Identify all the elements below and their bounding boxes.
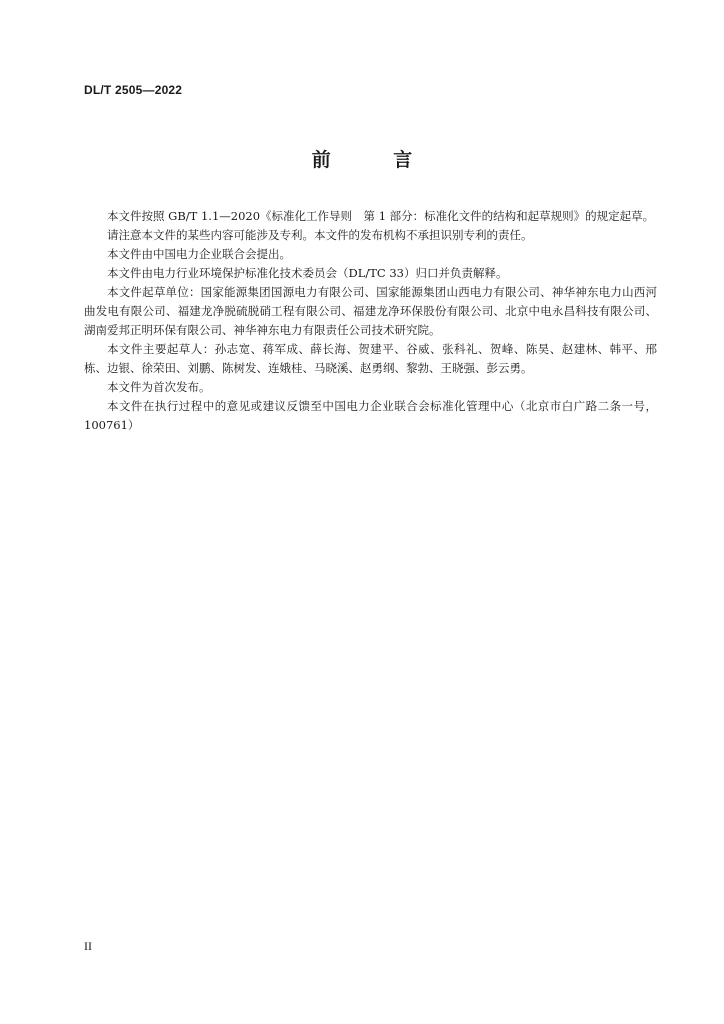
paragraph-drafting-units: 本文件起草单位：国家能源集团国源电力有限公司、国家能源集团山西电力有限公司、神华神东电力山西河曲发电有限公司、福建龙净脱硫脱硝工程有限公司、福建龙净环保股份有限公司、北京中电永昌科技有限公司、湖南爱邦正明环保有限公司、神华神东电力有限责任公司技术研究院。 <box>84 285 657 337</box>
page-number: II <box>84 939 92 953</box>
paragraph-drafting-rules: 本文件按照 GB/T 1.1—2020《标准化工作导则 第 1 部分：标准化文件的结构和起草规则》的规定起草。 <box>107 209 655 223</box>
foreword-body <box>84 207 657 435</box>
paragraph-responsible-committee: 本文件由电力行业环境保护标准化技术委员会（DL/TC 33）归口并负责解释。 <box>107 266 508 280</box>
paragraph-main-drafters: 本文件主要起草人：孙志宽、蒋军成、薛长海、贺建平、谷威、张科礼、贺峰、陈昊、赵建林、韩平、邢栋、边银、徐荣田、刘鹏、陈树发、连娥桂、马晓溪、赵勇纲、黎勃、王晓强、彭云勇。 <box>84 342 657 375</box>
paragraph-first-release: 本文件为首次发布。 <box>107 380 211 394</box>
standard-code: DL/T 2505—2022 <box>84 83 183 97</box>
paragraph-proposer: 本文件由中国电力企业联合会提出。 <box>107 247 291 261</box>
paragraph-feedback-contact: 本文件在执行过程中的意见或建议反馈至中国电力企业联合会标准化管理中心（北京市白广路二条一号，100761） <box>84 399 657 432</box>
page-title: 前 言 <box>311 149 441 171</box>
paragraph-patent-notice: 请注意本文件的某些内容可能涉及专利。本文件的发布机构不承担识别专利的责任。 <box>107 228 533 242</box>
